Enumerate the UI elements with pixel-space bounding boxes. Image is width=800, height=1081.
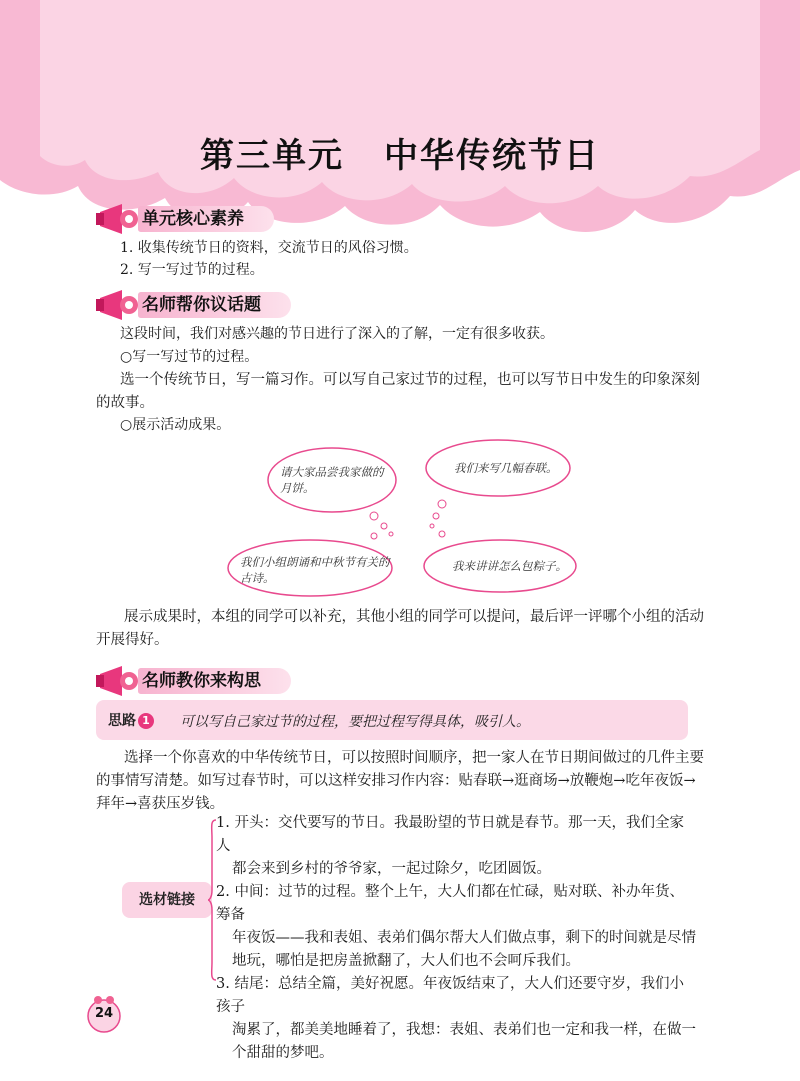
topic-point-1-body: 选一个传统节日，写一篇习作。可以写自己家过节的过程，也可以写节日中发生的印象深刻的故事。 [96, 372, 700, 411]
material-link-badge: 选材链接 [122, 882, 212, 918]
outline-list [216, 812, 696, 1065]
core-item-2: 2. 写一写过节的过程。 [120, 262, 264, 278]
idea-box [96, 700, 688, 740]
unit-title: 中华传统节日 [384, 136, 600, 176]
core-item-1: 1. 收集传统节日的资料，交流节日的风俗习惯。 [120, 240, 418, 256]
section-heading-core [96, 202, 316, 236]
page-title [0, 128, 800, 177]
plan-body: 选择一个你喜欢的中华传统节日，可以按照时间顺序，把一家人在节日期间做过的几件主要的事情写清楚。如写过春节时，可以这样安排习作内容：贴春联→逛商场→放鞭炮→吃年夜饭→拜年→喜获压岁钱。 [96, 750, 704, 812]
idea-text: 可以写自己家过节的过程，要把过程写得具体，吸引人。 [180, 714, 530, 730]
outline-item-3: 3. 结尾：总结全篇，美好祝愿。年夜饭结束了，大人们还要守岁，我们小孩子 淘累了，都美美地睡着了，我想：表姐、表弟们也一定和我一样，在做一个甜甜的梦吧。 [216, 976, 696, 1061]
thought-bubble: 我们小组朗诵和中秋节有关的古诗。 [222, 528, 398, 598]
section-title: 名师教你来构思 [138, 668, 291, 694]
topic-after: 展示成果时，本组的同学可以补充，其他小组的同学可以提问，最后评一评哪个小组的活动开展得好。 [96, 609, 704, 648]
section-heading-plan [96, 664, 336, 698]
unit-label: 第三单元 [200, 136, 344, 176]
idea-label: 思路 1 [108, 710, 154, 730]
section-heading-topic [96, 288, 336, 322]
section-title: 名师帮你议话题 [138, 292, 291, 318]
outline-item-1: 1. 开头：交代要写的节日。我最盼望的节日就是春节。那一天，我们全家人 都会来到乡村的爷爷家，一起过除夕，吃团圆饭。 [216, 815, 684, 877]
topic-point-2: ○展示活动成果。 [120, 417, 231, 433]
section-title: 单元核心素养 [138, 206, 274, 232]
topic-intro: 这段时间，我们对感兴趣的节日进行了深入的了解，一定有很多收获。 [120, 326, 554, 342]
idea-number-badge: 1 [138, 713, 154, 729]
outline-item-2: 2. 中间：过节的过程。整个上午，大人们都在忙碌，贴对联、补办年货、筹备 年夜饭——我和表姐、表弟们偶尔帮大人们做点事，剩下的时间就是尽情地玩，哪怕是把房盖掀翻了，大人们也不会呵斥我们。 [216, 884, 696, 969]
page-number: 24 [84, 994, 124, 1034]
thought-bubble: 我们来写几幅春联。 [418, 434, 578, 532]
thought-bubble: 请大家品尝我家做的月饼。 [262, 440, 402, 538]
topic-point-1: ○写一写过节的过程。 [120, 349, 259, 365]
thought-bubble: 我来讲讲怎么包粽子。 [418, 528, 580, 598]
